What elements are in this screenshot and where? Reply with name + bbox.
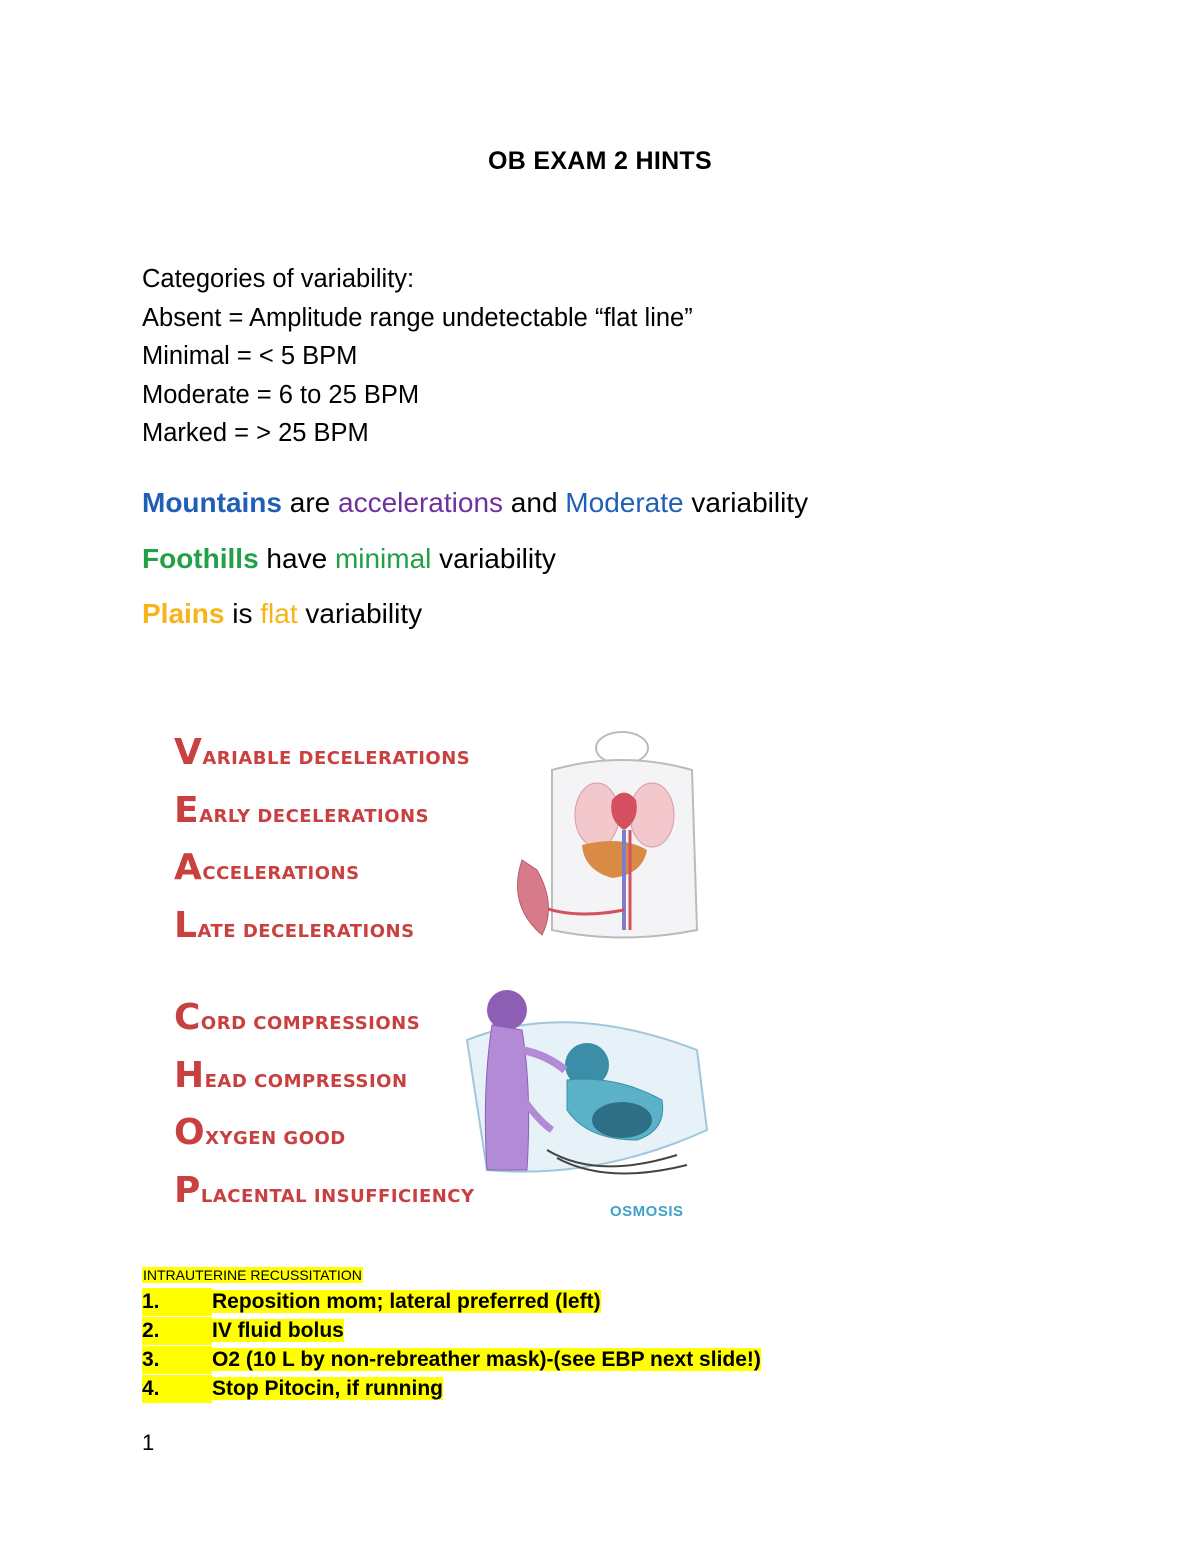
list-item: 3. O2 (10 L by non-rebreather mask)-(see EBP next slide!) bbox=[142, 1346, 761, 1375]
fetal-circulation-illustration bbox=[512, 730, 712, 945]
foothills-text-1: have bbox=[258, 543, 335, 574]
plains-text-2: variability bbox=[297, 598, 423, 629]
resuscitation-list bbox=[142, 1288, 761, 1404]
resuscitation-heading: INTRAUTERINE RECUSSITATION bbox=[143, 1267, 362, 1283]
mountains-accel: accelerations bbox=[338, 487, 504, 518]
list-item: 1. Reposition mom; lateral preferred (left) bbox=[142, 1288, 761, 1317]
chop-item: Placental insufficiency bbox=[174, 1169, 475, 1211]
mountains-text-3: variability bbox=[683, 487, 809, 518]
veal-list bbox=[174, 728, 470, 958]
plains-flat: flat bbox=[260, 598, 298, 629]
chop-item: Head compression bbox=[174, 1054, 408, 1096]
page-number: 1 bbox=[142, 1430, 155, 1455]
list-item: 4. Stop Pitocin, if running bbox=[142, 1375, 761, 1404]
veal-item: Late decelerations bbox=[174, 904, 415, 946]
variability-marked: Marked = > 25 BPM bbox=[142, 419, 369, 447]
osmosis-logo: OSMOSIS bbox=[610, 1203, 684, 1220]
mountains-word: Mountains bbox=[142, 487, 282, 518]
chop-item: Cord compressions bbox=[174, 997, 421, 1038]
veal-item: Early decelerations bbox=[174, 789, 430, 831]
foothills-text-2: variability bbox=[431, 543, 556, 574]
document-title: OB EXAM 2 HINTS bbox=[488, 147, 712, 175]
variability-section bbox=[142, 260, 693, 453]
mnemonic-mountains bbox=[142, 487, 808, 519]
variability-heading: Categories of variability: bbox=[142, 265, 415, 293]
mountains-text-2: and bbox=[503, 487, 566, 518]
chop-figure bbox=[142, 975, 722, 1240]
chop-item: Oxygen good bbox=[174, 1112, 346, 1153]
variability-moderate: Moderate = 6 to 25 BPM bbox=[142, 380, 420, 409]
mountains-text-1: are bbox=[282, 487, 339, 518]
variability-minimal: Minimal = < 5 BPM bbox=[142, 342, 358, 370]
veal-item: Variable decelerations bbox=[174, 732, 471, 773]
veal-figure bbox=[142, 710, 722, 950]
foothills-word: Foothills bbox=[142, 543, 259, 574]
plains-word: Plains bbox=[142, 598, 225, 629]
veal-item: Accelerations bbox=[174, 847, 360, 888]
foothills-minimal: minimal bbox=[334, 543, 432, 574]
list-item: 2. IV fluid bolus bbox=[142, 1317, 761, 1346]
chop-list bbox=[174, 993, 475, 1223]
mountains-moderate: Moderate bbox=[565, 487, 684, 518]
variability-absent: Absent = Amplitude range undetectable “flat line” bbox=[142, 303, 693, 332]
mnemonic-foothills bbox=[142, 543, 556, 575]
nurse-patient-illustration bbox=[447, 980, 717, 1190]
mnemonic-plains bbox=[142, 598, 422, 630]
plains-text-1: is bbox=[224, 598, 261, 629]
